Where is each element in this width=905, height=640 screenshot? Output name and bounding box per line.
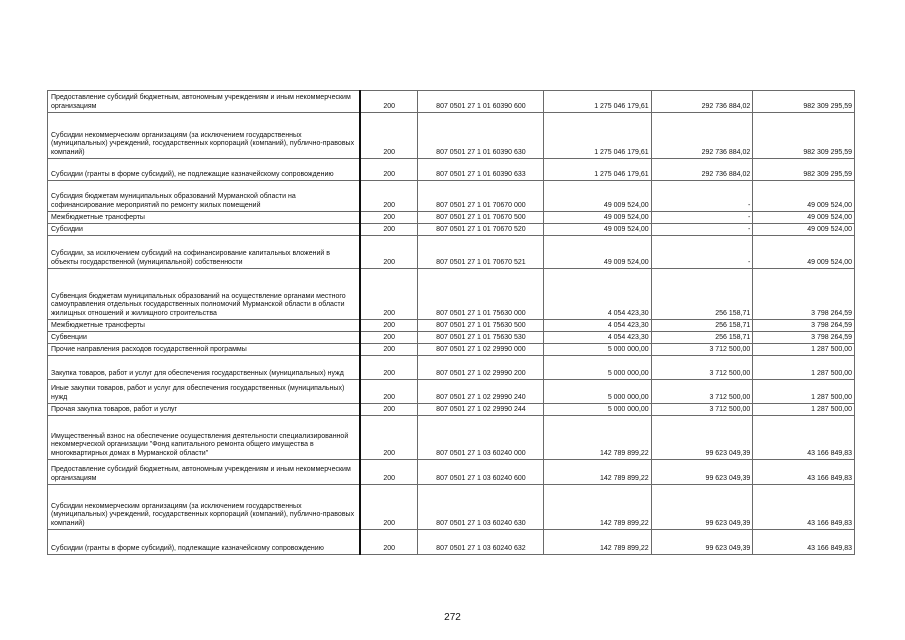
row-code: 200: [360, 91, 418, 113]
table-row: [48, 380, 855, 404]
row-unexecuted-amount: 43 166 849,83: [753, 485, 855, 530]
row-executed-amount: 3 712 500,00: [651, 344, 753, 356]
row-unexecuted-amount: 982 309 295,59: [753, 91, 855, 113]
row-kbk-code: 807 0501 27 1 03 60240 600: [417, 460, 543, 485]
row-approved-amount: 1 275 046 179,61: [543, 159, 651, 181]
table-row: [48, 181, 855, 212]
row-kbk-code: 807 0501 27 1 02 29990 240: [417, 380, 543, 404]
row-name: Субсидии (гранты в форме субсидий), не подлежащие казначейскому сопровождению: [48, 159, 360, 181]
row-name: Предоставление субсидий бюджетным, автономным учреждениям и иным некоммерческим организациям: [48, 460, 360, 485]
row-code: 200: [360, 356, 418, 380]
table-row: [48, 356, 855, 380]
row-approved-amount: 1 275 046 179,61: [543, 91, 651, 113]
row-code: 200: [360, 380, 418, 404]
row-name: Закупка товаров, работ и услуг для обеспечения государственных (муниципальных) нужд: [48, 356, 360, 380]
table-row: [48, 460, 855, 485]
row-unexecuted-amount: 49 009 524,00: [753, 212, 855, 224]
row-unexecuted-amount: 49 009 524,00: [753, 181, 855, 212]
table-row: [48, 485, 855, 530]
row-code: 200: [360, 320, 418, 332]
row-kbk-code: 807 0501 27 1 03 60240 630: [417, 485, 543, 530]
row-unexecuted-amount: 982 309 295,59: [753, 113, 855, 159]
row-name: Субвенция бюджетам муниципальных образований на осуществление органами местного самоуправления отдельных государственных полномочий Мурманской области в области жилищных отношений и жилищного строительства: [48, 269, 360, 320]
row-kbk-code: 807 0501 27 1 02 29990 244: [417, 404, 543, 416]
row-name: Субвенции: [48, 332, 360, 344]
row-approved-amount: 49 009 524,00: [543, 236, 651, 269]
row-code: 200: [360, 181, 418, 212]
row-executed-amount: 256 158,71: [651, 332, 753, 344]
page-number: 272: [444, 612, 461, 623]
row-unexecuted-amount: 1 287 500,00: [753, 404, 855, 416]
row-kbk-code: 807 0501 27 1 01 75630 530: [417, 332, 543, 344]
row-approved-amount: 49 009 524,00: [543, 212, 651, 224]
row-executed-amount: 99 623 049,39: [651, 460, 753, 485]
row-executed-amount: 3 712 500,00: [651, 356, 753, 380]
row-kbk-code: 807 0501 27 1 01 70670 000: [417, 181, 543, 212]
row-name: Имущественный взнос на обеспечение осуществления деятельности специализированной некоммерческой организации "Фонд капитального ремонта общего имущества в многоквартирных домах в Мурманской области": [48, 416, 360, 460]
row-code: 200: [360, 159, 418, 181]
row-code: 200: [360, 269, 418, 320]
row-kbk-code: 807 0501 27 1 02 29990 200: [417, 356, 543, 380]
row-kbk-code: 807 0501 27 1 01 60390 633: [417, 159, 543, 181]
table-row: [48, 416, 855, 460]
table-row: [48, 236, 855, 269]
row-unexecuted-amount: 43 166 849,83: [753, 530, 855, 555]
row-name: Субсидии, за исключением субсидий на софинансирование капитальных вложений в объекты государственной (муниципальной) собственности: [48, 236, 360, 269]
table-row: [48, 332, 855, 344]
row-code: 200: [360, 113, 418, 159]
row-name: Предоставление субсидий бюджетным, автономным учреждениям и иным некоммерческим организациям: [48, 91, 360, 113]
table-row: [48, 344, 855, 356]
row-approved-amount: 49 009 524,00: [543, 224, 651, 236]
row-approved-amount: 1 275 046 179,61: [543, 113, 651, 159]
row-approved-amount: 4 054 423,30: [543, 269, 651, 320]
table-row: [48, 320, 855, 332]
row-executed-amount: 3 712 500,00: [651, 380, 753, 404]
row-executed-amount: 3 712 500,00: [651, 404, 753, 416]
row-code: 200: [360, 344, 418, 356]
row-kbk-code: 807 0501 27 1 02 29990 000: [417, 344, 543, 356]
row-name: Субсидия бюджетам муниципальных образований Мурманской области на софинансирование мероприятий по ремонту жилых помещений: [48, 181, 360, 212]
row-executed-amount: 256 158,71: [651, 320, 753, 332]
row-unexecuted-amount: 43 166 849,83: [753, 416, 855, 460]
row-executed-amount: -: [651, 181, 753, 212]
row-executed-amount: -: [651, 236, 753, 269]
row-code: 200: [360, 332, 418, 344]
row-name: Межбюджетные трансферты: [48, 320, 360, 332]
row-executed-amount: 292 736 884,02: [651, 159, 753, 181]
row-executed-amount: 99 623 049,39: [651, 416, 753, 460]
row-approved-amount: 5 000 000,00: [543, 404, 651, 416]
row-kbk-code: 807 0501 27 1 01 60390 630: [417, 113, 543, 159]
row-approved-amount: 5 000 000,00: [543, 344, 651, 356]
table-row: [48, 404, 855, 416]
row-executed-amount: 292 736 884,02: [651, 91, 753, 113]
row-approved-amount: 142 789 899,22: [543, 485, 651, 530]
table-row: [48, 269, 855, 320]
row-unexecuted-amount: 3 798 264,59: [753, 320, 855, 332]
row-name: Субсидии: [48, 224, 360, 236]
row-executed-amount: 99 623 049,39: [651, 485, 753, 530]
row-approved-amount: 5 000 000,00: [543, 356, 651, 380]
row-code: 200: [360, 460, 418, 485]
row-kbk-code: 807 0501 27 1 01 70670 521: [417, 236, 543, 269]
table-row: [48, 224, 855, 236]
row-unexecuted-amount: 49 009 524,00: [753, 224, 855, 236]
row-unexecuted-amount: 3 798 264,59: [753, 269, 855, 320]
row-code: 200: [360, 416, 418, 460]
row-code: 200: [360, 236, 418, 269]
row-approved-amount: 4 054 423,30: [543, 320, 651, 332]
row-unexecuted-amount: 1 287 500,00: [753, 380, 855, 404]
table-row: [48, 91, 855, 113]
row-name: Межбюджетные трансферты: [48, 212, 360, 224]
row-executed-amount: 256 158,71: [651, 269, 753, 320]
row-unexecuted-amount: 982 309 295,59: [753, 159, 855, 181]
row-kbk-code: 807 0501 27 1 03 60240 632: [417, 530, 543, 555]
row-approved-amount: 49 009 524,00: [543, 181, 651, 212]
row-name: Субсидии (гранты в форме субсидий), подлежащие казначейскому сопровождению: [48, 530, 360, 555]
row-executed-amount: 99 623 049,39: [651, 530, 753, 555]
row-kbk-code: 807 0501 27 1 01 60390 600: [417, 91, 543, 113]
row-code: 200: [360, 212, 418, 224]
row-kbk-code: 807 0501 27 1 01 75630 000: [417, 269, 543, 320]
row-executed-amount: -: [651, 224, 753, 236]
row-code: 200: [360, 485, 418, 530]
row-approved-amount: 5 000 000,00: [543, 380, 651, 404]
row-approved-amount: 142 789 899,22: [543, 530, 651, 555]
row-kbk-code: 807 0501 27 1 01 70670 520: [417, 224, 543, 236]
row-approved-amount: 4 054 423,30: [543, 332, 651, 344]
table-row: [48, 530, 855, 555]
table-row: [48, 113, 855, 159]
row-unexecuted-amount: 1 287 500,00: [753, 356, 855, 380]
table-row: [48, 159, 855, 181]
row-unexecuted-amount: 43 166 849,83: [753, 460, 855, 485]
row-name: Иные закупки товаров, работ и услуг для обеспечения государственных (муниципальных) нужд: [48, 380, 360, 404]
row-name: Прочие направления расходов государственной программы: [48, 344, 360, 356]
row-kbk-code: 807 0501 27 1 03 60240 000: [417, 416, 543, 460]
row-executed-amount: -: [651, 212, 753, 224]
row-kbk-code: 807 0501 27 1 01 75630 500: [417, 320, 543, 332]
row-code: 200: [360, 224, 418, 236]
row-name: Субсидии некоммерческим организациям (за исключением государственных (муниципальных) учреждений, государственных корпораций (компаний), публично-правовых компаний): [48, 113, 360, 159]
row-unexecuted-amount: 3 798 264,59: [753, 332, 855, 344]
row-executed-amount: 292 736 884,02: [651, 113, 753, 159]
table-row: [48, 212, 855, 224]
row-kbk-code: 807 0501 27 1 01 70670 500: [417, 212, 543, 224]
row-name: Субсидии некоммерческим организациям (за исключением государственных (муниципальных) учреждений, государственных корпораций (компаний), публично-правовых компаний): [48, 485, 360, 530]
row-code: 200: [360, 530, 418, 555]
row-approved-amount: 142 789 899,22: [543, 416, 651, 460]
row-name: Прочая закупка товаров, работ и услуг: [48, 404, 360, 416]
budget-execution-table: [47, 90, 855, 555]
row-unexecuted-amount: 49 009 524,00: [753, 236, 855, 269]
row-unexecuted-amount: 1 287 500,00: [753, 344, 855, 356]
row-code: 200: [360, 404, 418, 416]
row-approved-amount: 142 789 899,22: [543, 460, 651, 485]
table-body: [48, 91, 855, 555]
